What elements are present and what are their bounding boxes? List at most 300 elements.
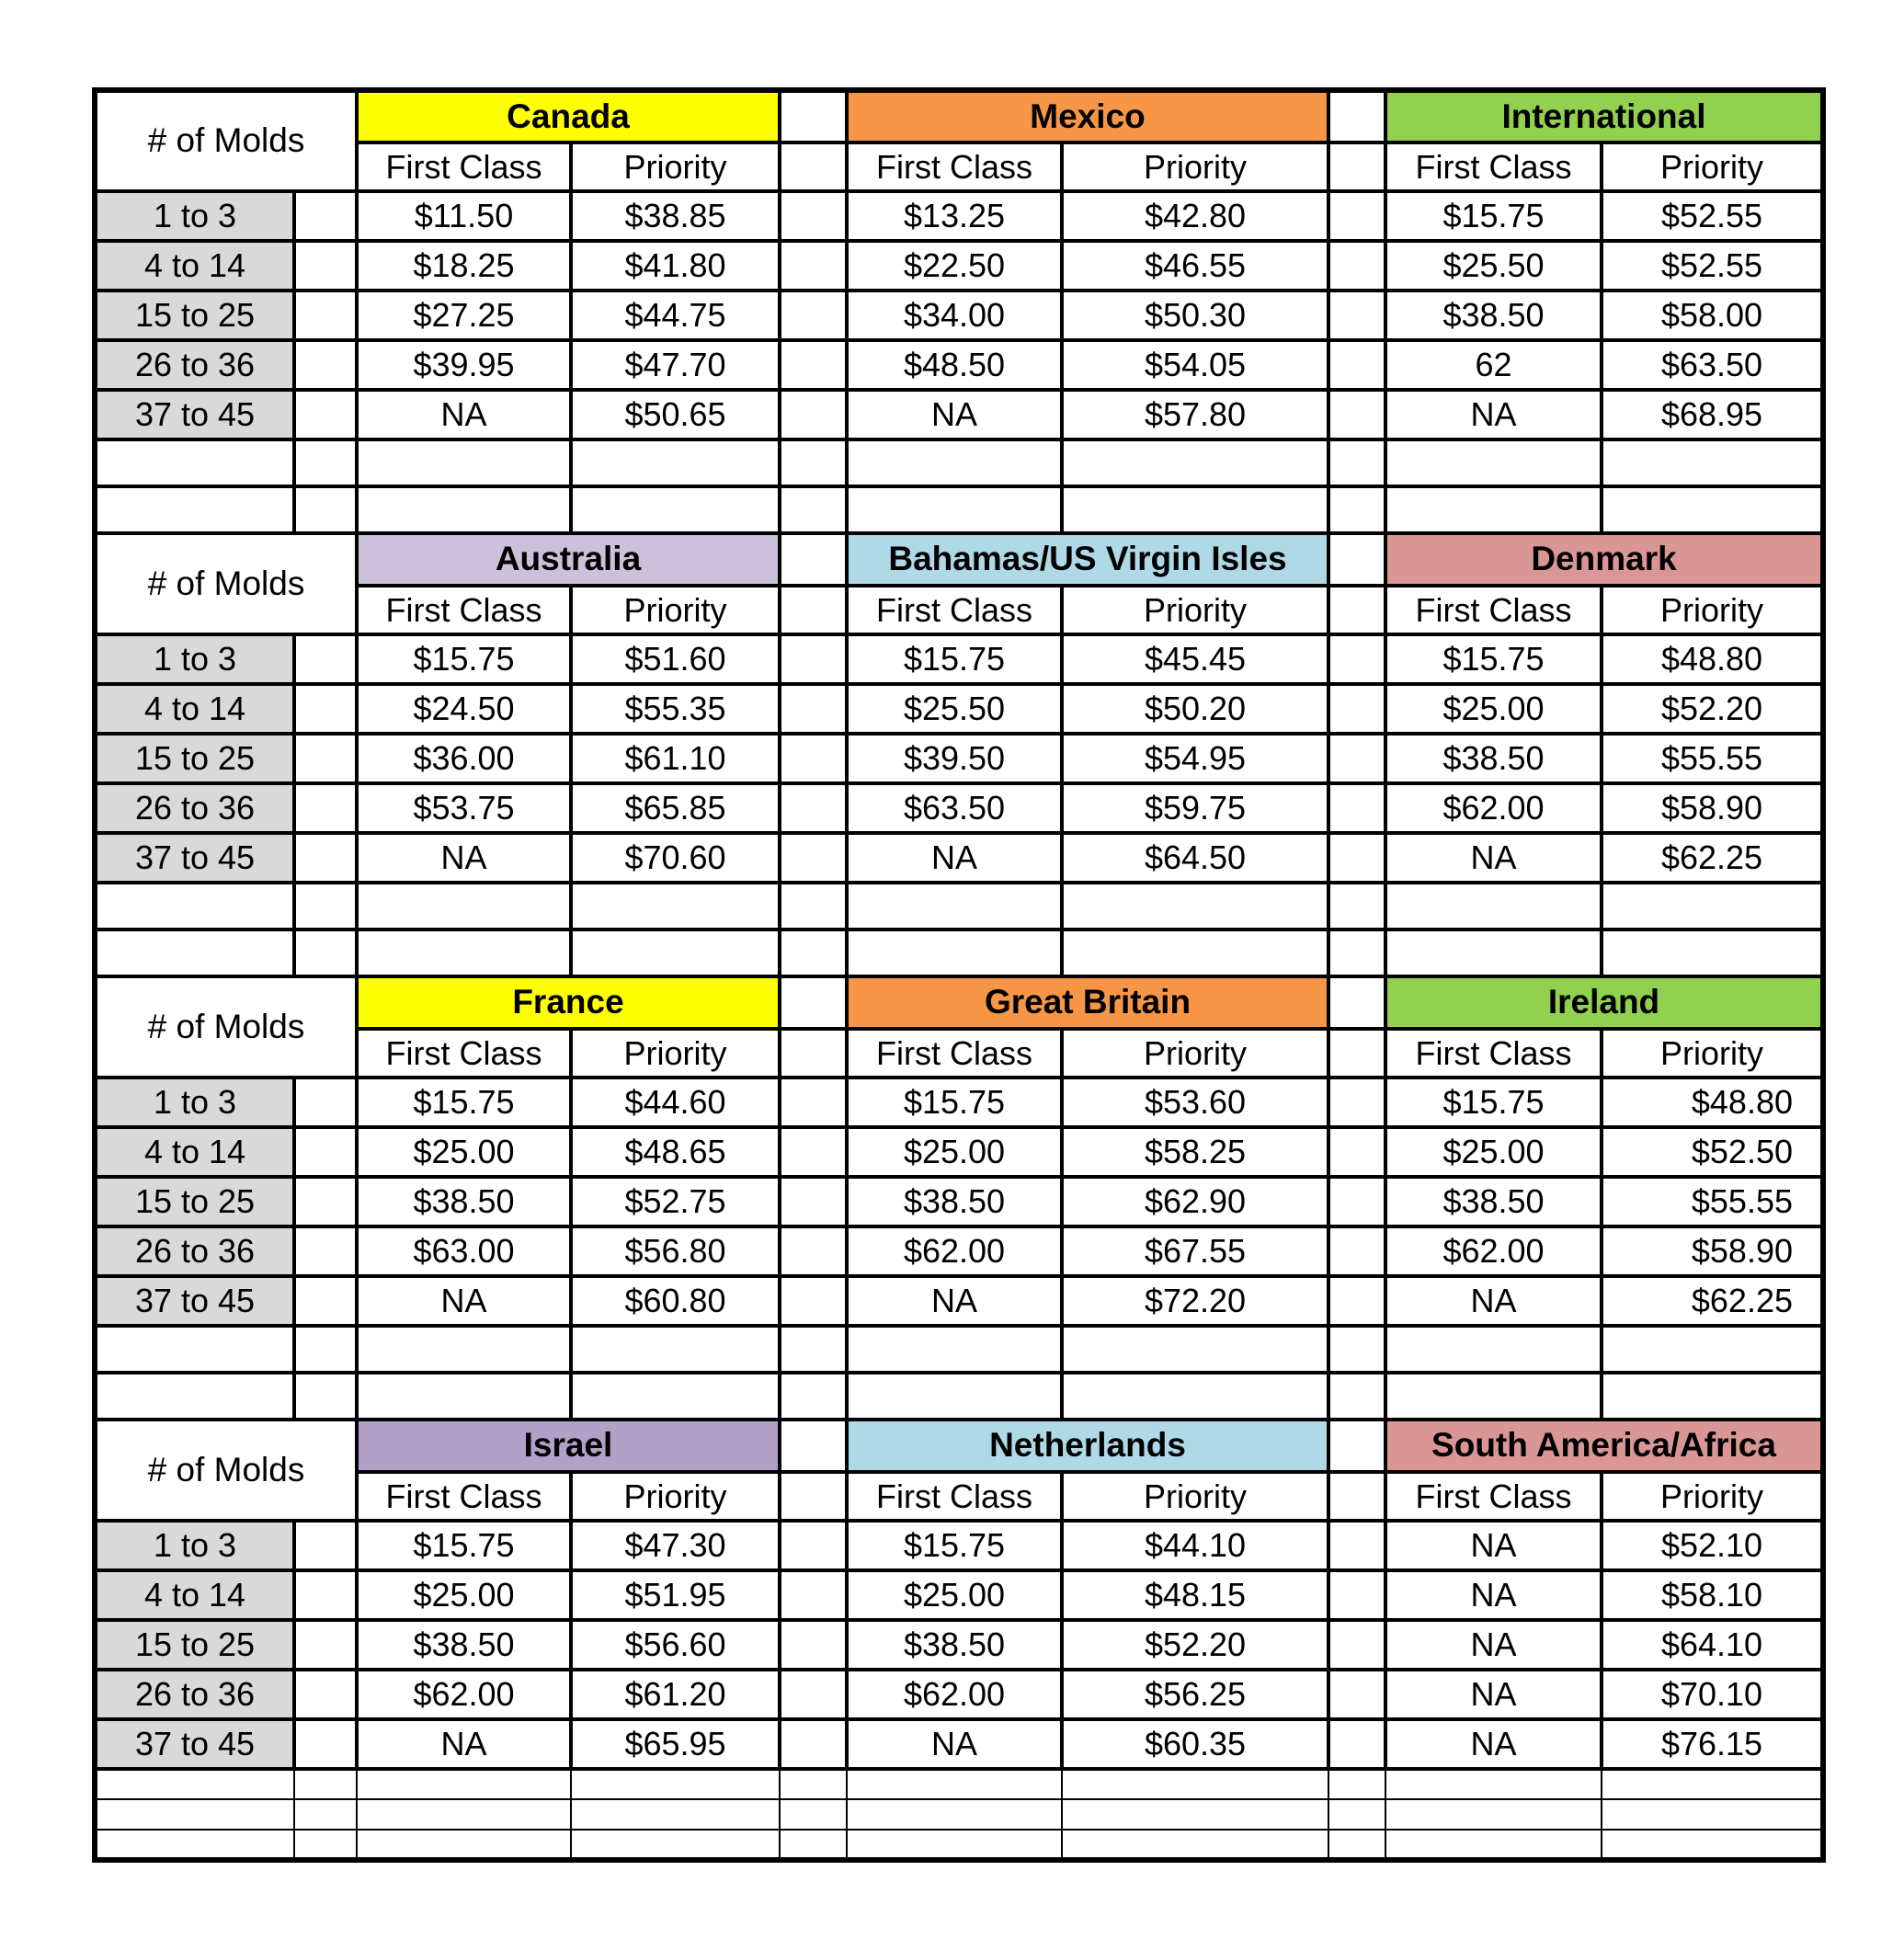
rate-cell: $15.75 [1385, 1078, 1602, 1127]
country-header: Israel [357, 1420, 780, 1472]
rate-cell: $15.75 [357, 634, 571, 684]
rate-row [95, 191, 1823, 241]
empty-cell [294, 1830, 357, 1860]
spacer-cell [780, 1472, 847, 1521]
spacer-cell [1328, 1620, 1385, 1670]
empty-cell [847, 883, 1062, 930]
mold-range-label: 15 to 25 [95, 291, 294, 340]
rate-cell: $15.75 [847, 1521, 1062, 1570]
spacer-cell [1328, 390, 1385, 439]
rate-cell: $38.50 [357, 1620, 571, 1670]
spacer-cell [294, 340, 357, 390]
empty-cell [357, 1769, 571, 1799]
empty-cell [780, 1373, 847, 1420]
rate-cell: $48.15 [1062, 1570, 1328, 1620]
rate-cell: $25.00 [1385, 684, 1602, 734]
spacer-cell [1328, 1226, 1385, 1276]
rate-cell: NA [1385, 1620, 1602, 1670]
empty-cell [1385, 439, 1602, 486]
rate-cell: $60.80 [571, 1276, 780, 1326]
rate-cell: $34.00 [847, 291, 1062, 340]
empty-cell [1385, 1373, 1602, 1420]
rate-cell: $52.75 [571, 1177, 780, 1226]
rate-cell: $52.20 [1062, 1620, 1328, 1670]
spacer-cell [294, 1226, 357, 1276]
spacer-cell [780, 634, 847, 684]
empty-cell [571, 1373, 780, 1420]
empty-cell [357, 439, 571, 486]
rate-cell: $54.95 [1062, 734, 1328, 783]
rate-cell: $63.50 [1602, 340, 1823, 390]
empty-cell [357, 1326, 571, 1373]
empty-cell [847, 930, 1062, 976]
rate-cell: $53.75 [357, 783, 571, 833]
rate-cell: NA [847, 1719, 1062, 1769]
empty-cell [1602, 930, 1823, 976]
rate-cell: $62.00 [1385, 783, 1602, 833]
country-header: International [1385, 90, 1823, 143]
priority-header: Priority [1602, 1472, 1823, 1521]
empty-cell [780, 1326, 847, 1373]
spacer-cell [294, 1276, 357, 1326]
empty-cell [847, 486, 1062, 533]
empty-cell [1385, 1830, 1602, 1860]
spacer-cell [780, 1719, 847, 1769]
rate-cell: $61.10 [571, 734, 780, 783]
rate-cell: $50.30 [1062, 291, 1328, 340]
rate-cell: $15.75 [357, 1521, 571, 1570]
rate-cell: $38.85 [571, 191, 780, 241]
empty-row [95, 930, 1823, 976]
empty-cell [847, 1373, 1062, 1420]
rate-cell: $25.00 [1385, 1127, 1602, 1177]
empty-cell [357, 1799, 571, 1830]
spacer-cell [1328, 1719, 1385, 1769]
first-class-header: First Class [1385, 143, 1602, 191]
spacer-cell [294, 1177, 357, 1226]
spacer-cell [780, 90, 847, 143]
empty-cell [95, 930, 294, 976]
rate-cell: $38.50 [847, 1620, 1062, 1670]
empty-cell [1062, 1373, 1328, 1420]
rate-cell: $41.80 [571, 241, 780, 291]
spacer-cell [1328, 1521, 1385, 1570]
spacer-cell [780, 390, 847, 439]
empty-cell [1062, 486, 1328, 533]
empty-cell [95, 1769, 294, 1799]
rate-row [95, 241, 1823, 291]
empty-cell [780, 439, 847, 486]
empty-cell [571, 1769, 780, 1799]
spacer-cell [780, 1226, 847, 1276]
spacer-cell [294, 783, 357, 833]
spacer-cell [780, 1078, 847, 1127]
rate-cell: NA [357, 833, 571, 883]
empty-cell [1602, 486, 1823, 533]
first-class-header: First Class [847, 586, 1062, 634]
first-class-header: First Class [847, 1029, 1062, 1078]
empty-row [95, 1326, 1823, 1373]
mold-range-label: 26 to 36 [95, 340, 294, 390]
empty-cell [780, 883, 847, 930]
spacer-cell [1328, 90, 1385, 143]
country-header: France [357, 976, 780, 1029]
spacer-cell [294, 833, 357, 883]
empty-cell [1328, 1830, 1385, 1860]
priority-header: Priority [571, 1472, 780, 1521]
rate-cell: $24.50 [357, 684, 571, 734]
first-class-header: First Class [1385, 1472, 1602, 1521]
empty-cell [571, 883, 780, 930]
mold-range-label: 4 to 14 [95, 1570, 294, 1620]
empty-cell [1328, 1769, 1385, 1799]
spacer-cell [1328, 291, 1385, 340]
spacer-cell [780, 1620, 847, 1670]
rate-cell: NA [1385, 1670, 1602, 1719]
rate-cell: $25.00 [847, 1570, 1062, 1620]
rate-cell: $59.75 [1062, 783, 1328, 833]
empty-cell [1062, 883, 1328, 930]
empty-cell [780, 486, 847, 533]
mold-range-label: 26 to 36 [95, 1670, 294, 1719]
rate-cell: $48.80 [1602, 634, 1823, 684]
mold-range-label: 26 to 36 [95, 783, 294, 833]
mold-range-label: 4 to 14 [95, 241, 294, 291]
empty-cell [847, 1326, 1062, 1373]
empty-cell [357, 883, 571, 930]
first-class-header: First Class [357, 1029, 571, 1078]
rate-cell: $18.25 [357, 241, 571, 291]
spacer-cell [294, 241, 357, 291]
empty-cell [1602, 1799, 1823, 1830]
mold-range-label: 37 to 45 [95, 390, 294, 439]
country-header: Australia [357, 533, 780, 586]
molds-header: # of Molds [95, 533, 357, 634]
priority-header: Priority [1602, 1029, 1823, 1078]
empty-cell [95, 1799, 294, 1830]
spacer-cell [1328, 1472, 1385, 1521]
empty-cell [1062, 930, 1328, 976]
priority-header: Priority [1602, 143, 1823, 191]
country-header-row [95, 533, 1823, 586]
spacer-cell [294, 1620, 357, 1670]
rate-cell: $15.75 [1385, 634, 1602, 684]
empty-row [95, 1769, 1823, 1799]
empty-cell [95, 486, 294, 533]
spacer-cell [1328, 1570, 1385, 1620]
empty-cell [95, 1830, 294, 1860]
spacer-cell [780, 1420, 847, 1472]
rate-cell: NA [1385, 1521, 1602, 1570]
country-header-row [95, 1420, 1823, 1472]
spacer-cell [1328, 1276, 1385, 1326]
rate-cell: $52.20 [1602, 684, 1823, 734]
spacer-cell [1328, 1420, 1385, 1472]
country-header: Canada [357, 90, 780, 143]
spacer-cell [780, 1670, 847, 1719]
spacer-cell [780, 291, 847, 340]
country-header: Great Britain [847, 976, 1328, 1029]
spacer-cell [1328, 783, 1385, 833]
rate-row [95, 1620, 1823, 1670]
rate-row [95, 783, 1823, 833]
spacer-cell [1328, 1078, 1385, 1127]
rate-cell: $25.00 [357, 1127, 571, 1177]
spacer-cell [780, 1276, 847, 1326]
spacer-cell [1328, 1127, 1385, 1177]
empty-cell [847, 1799, 1062, 1830]
empty-row [95, 1799, 1823, 1830]
spacer-cell [1328, 734, 1385, 783]
rate-cell: $53.60 [1062, 1078, 1328, 1127]
country-header: Denmark [1385, 533, 1823, 586]
rate-cell: $62.90 [1062, 1177, 1328, 1226]
rate-cell: $67.55 [1062, 1226, 1328, 1276]
rate-row [95, 1719, 1823, 1769]
empty-cell [294, 1799, 357, 1830]
spacer-cell [294, 390, 357, 439]
spacer-cell [780, 734, 847, 783]
first-class-header: First Class [847, 143, 1062, 191]
spacer-cell [1328, 1177, 1385, 1226]
rate-cell: $58.90 [1602, 1226, 1823, 1276]
priority-header: Priority [1062, 143, 1328, 191]
empty-cell [1385, 883, 1602, 930]
spacer-cell [1328, 634, 1385, 684]
empty-cell [1385, 1799, 1602, 1830]
mold-range-label: 1 to 3 [95, 1078, 294, 1127]
rate-cell: $38.50 [847, 1177, 1062, 1226]
empty-cell [294, 1373, 357, 1420]
empty-cell [95, 1326, 294, 1373]
rate-cell: $39.50 [847, 734, 1062, 783]
rate-cell: $52.10 [1602, 1521, 1823, 1570]
empty-cell [294, 1326, 357, 1373]
empty-cell [1385, 486, 1602, 533]
mold-range-label: 15 to 25 [95, 734, 294, 783]
empty-cell [571, 930, 780, 976]
empty-cell [1385, 930, 1602, 976]
rate-cell: $50.20 [1062, 684, 1328, 734]
empty-cell [1602, 1769, 1823, 1799]
rate-cell: $58.90 [1602, 783, 1823, 833]
spacer-cell [294, 1127, 357, 1177]
first-class-header: First Class [847, 1472, 1062, 1521]
rate-cell: $11.50 [357, 191, 571, 241]
empty-cell [1385, 1769, 1602, 1799]
priority-header: Priority [571, 143, 780, 191]
mold-range-label: 37 to 45 [95, 1276, 294, 1326]
rate-row [95, 1276, 1823, 1326]
rate-cell: $44.10 [1062, 1521, 1328, 1570]
rate-cell: $56.80 [571, 1226, 780, 1276]
mold-range-label: 4 to 14 [95, 1127, 294, 1177]
rate-cell: $47.30 [571, 1521, 780, 1570]
spacer-cell [1328, 191, 1385, 241]
country-header: Mexico [847, 90, 1328, 143]
rate-cell: $62.00 [357, 1670, 571, 1719]
rate-cell: $38.50 [357, 1177, 571, 1226]
rate-cell: $58.00 [1602, 291, 1823, 340]
spacer-cell [780, 191, 847, 241]
rate-row [95, 833, 1823, 883]
spacer-cell [1328, 340, 1385, 390]
rate-cell: $50.65 [571, 390, 780, 439]
empty-cell [1602, 439, 1823, 486]
rate-cell: $15.75 [847, 1078, 1062, 1127]
empty-cell [571, 1830, 780, 1860]
rate-row [95, 634, 1823, 684]
spacer-cell [294, 734, 357, 783]
spacer-cell [780, 783, 847, 833]
rate-cell: $62.00 [847, 1226, 1062, 1276]
empty-cell [357, 930, 571, 976]
rate-cell: $48.50 [847, 340, 1062, 390]
rate-cell: $60.35 [1062, 1719, 1328, 1769]
rate-cell: $47.70 [571, 340, 780, 390]
empty-cell [571, 1326, 780, 1373]
priority-header: Priority [1062, 1029, 1328, 1078]
empty-cell [1602, 1830, 1823, 1860]
country-header: Ireland [1385, 976, 1823, 1029]
empty-cell [1328, 1326, 1385, 1373]
rate-cell: NA [1385, 833, 1602, 883]
rate-cell: $22.50 [847, 241, 1062, 291]
empty-cell [847, 439, 1062, 486]
spacer-cell [1328, 586, 1385, 634]
rate-row [95, 1226, 1823, 1276]
empty-cell [95, 883, 294, 930]
empty-cell [95, 439, 294, 486]
rate-cell: $38.50 [1385, 1177, 1602, 1226]
rate-cell: $25.00 [357, 1570, 571, 1620]
spacer-cell [1328, 1029, 1385, 1078]
spacer-cell [294, 1570, 357, 1620]
empty-cell [294, 883, 357, 930]
rate-row [95, 1127, 1823, 1177]
spacer-cell [780, 1029, 847, 1078]
rate-cell: $55.35 [571, 684, 780, 734]
rate-cell: NA [847, 833, 1062, 883]
empty-cell [1062, 1326, 1328, 1373]
spacer-cell [780, 833, 847, 883]
rate-cell: $55.55 [1602, 1177, 1823, 1226]
mold-range-label: 1 to 3 [95, 191, 294, 241]
mold-range-label: 15 to 25 [95, 1620, 294, 1670]
empty-cell [95, 1373, 294, 1420]
rate-cell: $25.50 [1385, 241, 1602, 291]
rate-cell: NA [1385, 1719, 1602, 1769]
empty-cell [780, 1769, 847, 1799]
spacer-cell [294, 1719, 357, 1769]
rate-cell: $52.55 [1602, 241, 1823, 291]
spacer-cell [294, 684, 357, 734]
empty-cell [294, 1769, 357, 1799]
empty-cell [571, 439, 780, 486]
spacer-cell [780, 684, 847, 734]
rate-cell: $54.05 [1062, 340, 1328, 390]
rate-cell: $45.45 [1062, 634, 1328, 684]
rate-row [95, 1521, 1823, 1570]
empty-cell [847, 1830, 1062, 1860]
rate-row [95, 291, 1823, 340]
empty-cell [294, 930, 357, 976]
empty-cell [571, 486, 780, 533]
empty-cell [1328, 439, 1385, 486]
priority-header: Priority [571, 1029, 780, 1078]
rate-cell: $27.25 [357, 291, 571, 340]
rate-cell: $52.50 [1602, 1127, 1823, 1177]
rate-row [95, 684, 1823, 734]
rate-cell: $38.50 [1385, 291, 1602, 340]
empty-cell [1328, 1373, 1385, 1420]
rate-cell: $42.80 [1062, 191, 1328, 241]
rate-cell: $62.00 [1385, 1226, 1602, 1276]
rate-cell: $44.60 [571, 1078, 780, 1127]
rate-cell: $56.60 [571, 1620, 780, 1670]
first-class-header: First Class [357, 586, 571, 634]
rate-cell: $25.00 [847, 1127, 1062, 1177]
rate-cell: $68.95 [1602, 390, 1823, 439]
rate-cell: $36.00 [357, 734, 571, 783]
rate-cell: $65.85 [571, 783, 780, 833]
rate-cell: NA [357, 390, 571, 439]
spacer-cell [1328, 533, 1385, 586]
rate-row [95, 734, 1823, 783]
empty-cell [1328, 486, 1385, 533]
spacer-cell [780, 241, 847, 291]
rate-cell: $13.25 [847, 191, 1062, 241]
spacer-cell [294, 634, 357, 684]
priority-header: Priority [571, 586, 780, 634]
spacer-cell [780, 586, 847, 634]
rate-cell: $15.75 [1385, 191, 1602, 241]
shipping-rate-table [92, 87, 1826, 1863]
empty-row [95, 883, 1823, 930]
priority-header: Priority [1062, 1472, 1328, 1521]
rate-cell: $64.50 [1062, 833, 1328, 883]
first-class-header: First Class [1385, 586, 1602, 634]
rate-cell: $39.95 [357, 340, 571, 390]
spacer-cell [780, 1177, 847, 1226]
empty-cell [780, 930, 847, 976]
spacer-cell [1328, 143, 1385, 191]
rate-cell: NA [1385, 1570, 1602, 1620]
spacer-cell [294, 1521, 357, 1570]
rate-cell: $44.75 [571, 291, 780, 340]
rate-row [95, 1670, 1823, 1719]
rate-cell: $70.60 [571, 833, 780, 883]
rate-cell: NA [847, 390, 1062, 439]
rate-cell: $51.95 [571, 1570, 780, 1620]
rate-cell: $46.55 [1062, 241, 1328, 291]
empty-cell [294, 439, 357, 486]
empty-cell [780, 1830, 847, 1860]
rate-cell: NA [357, 1719, 571, 1769]
rate-cell: $64.10 [1602, 1620, 1823, 1670]
rate-cell: $58.25 [1062, 1127, 1328, 1177]
spacer-cell [1328, 241, 1385, 291]
empty-row [95, 486, 1823, 533]
rate-cell: $72.20 [1062, 1276, 1328, 1326]
rate-cell: $61.20 [571, 1670, 780, 1719]
rate-cell: $15.75 [357, 1078, 571, 1127]
mold-range-label: 1 to 3 [95, 634, 294, 684]
rate-cell: $55.55 [1602, 734, 1823, 783]
spacer-cell [294, 191, 357, 241]
rate-row [95, 1078, 1823, 1127]
spacer-cell [1328, 684, 1385, 734]
